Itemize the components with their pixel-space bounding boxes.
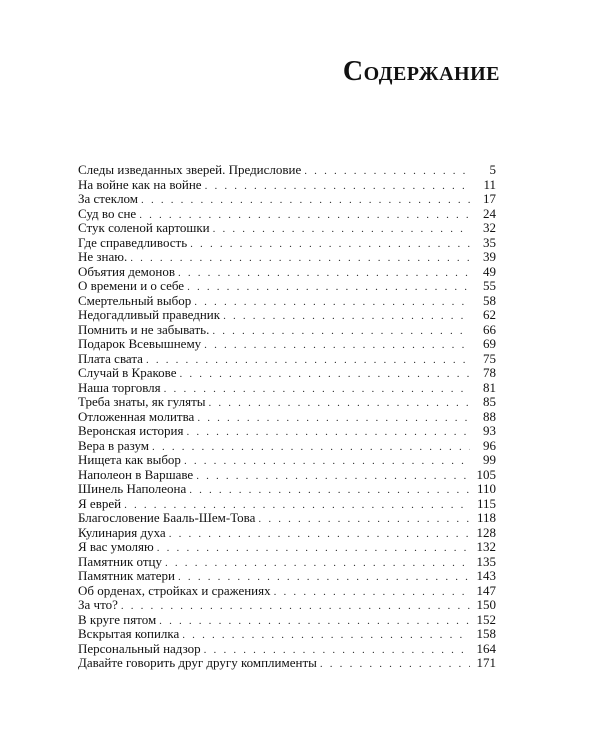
toc-entry-title: Смертельный выбор: [78, 293, 192, 308]
toc-dot-leader: [178, 570, 470, 584]
toc-dot-leader: [165, 556, 470, 570]
toc-entry-page-number: 88: [483, 409, 496, 424]
toc-dot-leader: [320, 657, 470, 671]
toc-entry-title: Персональный надзор: [78, 641, 201, 656]
toc-entry-title: Нищета как выбор: [78, 453, 181, 467]
toc-entry-title: На войне как на войне: [78, 177, 202, 192]
toc-entry[interactable]: [78, 294, 496, 309]
toc-entry-title: Веронская история: [78, 424, 184, 438]
toc-dot-leader: [205, 179, 470, 193]
toc-entry[interactable]: [78, 221, 496, 236]
toc-entry-page-number: 118: [476, 511, 496, 525]
toc-entry[interactable]: [78, 497, 496, 512]
toc-entry-page-number: 158: [476, 627, 496, 641]
toc-entry[interactable]: [78, 250, 496, 265]
toc-entry[interactable]: [78, 279, 496, 294]
toc-dot-leader: [141, 193, 470, 207]
table-of-contents: [78, 163, 496, 671]
toc-entry-page-number: 66: [483, 322, 496, 337]
toc-dot-leader: [182, 628, 470, 642]
toc-dot-leader: [146, 353, 470, 367]
toc-entry-page-number: 17: [483, 192, 496, 206]
toc-entry-page-number: 152: [476, 612, 496, 627]
toc-entry-page-number: 5: [489, 163, 496, 177]
toc-dot-leader: [197, 411, 470, 425]
toc-entry-title: Помнить и не забывать.: [78, 322, 210, 337]
toc-dot-leader: [157, 541, 470, 555]
toc-entry-page-number: 147: [476, 583, 496, 598]
toc-entry-title: Стук соленой картошки: [78, 221, 210, 235]
toc-entry-title: В круге пятом: [78, 612, 157, 627]
toc-entry[interactable]: [78, 642, 496, 657]
toc-entry[interactable]: [78, 584, 496, 599]
toc-entry-title: Объятия демонов: [78, 264, 175, 279]
toc-entry-title: Памятник отцу: [78, 554, 162, 569]
toc-dot-leader: [121, 599, 470, 613]
toc-dot-leader: [196, 469, 470, 483]
page-title: Содержание: [342, 56, 500, 87]
toc-entry-title: Суд во сне: [78, 206, 137, 221]
toc-entry-page-number: 99: [483, 453, 496, 467]
toc-entry[interactable]: [78, 323, 496, 338]
toc-entry-page-number: 96: [483, 438, 496, 453]
toc-entry[interactable]: [78, 366, 496, 381]
toc-entry[interactable]: [78, 381, 496, 396]
toc-dot-leader: [169, 527, 470, 541]
toc-entry-page-number: 115: [476, 496, 496, 511]
toc-dot-leader: [178, 266, 470, 280]
toc-entry[interactable]: [78, 540, 496, 555]
toc-dot-leader: [187, 280, 470, 294]
toc-entry-title: Недогадливый праведник: [78, 308, 221, 322]
toc-dot-leader: [194, 295, 470, 309]
toc-entry-page-number: 143: [476, 569, 496, 583]
toc-entry-page-number: 75: [483, 351, 496, 366]
toc-entry-page-number: 135: [476, 554, 496, 569]
toc-entry[interactable]: [78, 569, 496, 584]
toc-dot-leader: [190, 237, 470, 251]
toc-entry-title: Следы изведанных зверей. Предисловие: [78, 163, 302, 177]
toc-entry[interactable]: [78, 192, 496, 207]
toc-dot-leader: [184, 454, 470, 468]
toc-entry[interactable]: [78, 656, 496, 671]
toc-entry-title: Плата свата: [78, 351, 143, 366]
toc-entry-page-number: 164: [476, 641, 496, 656]
toc-entry-page-number: 128: [476, 525, 496, 540]
toc-entry[interactable]: [78, 236, 496, 251]
toc-dot-leader: [212, 324, 470, 338]
toc-entry[interactable]: [78, 337, 496, 352]
toc-entry[interactable]: [78, 555, 496, 570]
toc-entry[interactable]: [78, 482, 496, 497]
toc-entry-page-number: 150: [476, 598, 496, 612]
toc-dot-leader: [159, 614, 470, 628]
toc-dot-leader: [274, 585, 470, 599]
toc-dot-leader: [223, 309, 470, 323]
toc-entry-title: Об орденах, стройках и сражениях: [78, 583, 271, 598]
toc-entry[interactable]: [78, 395, 496, 410]
toc-entry-page-number: 49: [483, 264, 496, 279]
toc-entry-page-number: 110: [476, 482, 496, 496]
toc-entry-title: Где справедливость: [78, 235, 188, 250]
toc-entry-title: Шинель Наполеона: [78, 482, 187, 496]
toc-entry-page-number: 39: [483, 250, 496, 264]
toc-entry[interactable]: [78, 207, 496, 222]
toc-dot-leader: [124, 498, 470, 512]
toc-entry-title: Я вас умоляю: [78, 540, 154, 554]
toc-entry-page-number: 24: [483, 206, 496, 221]
toc-entry-page-number: 32: [483, 221, 496, 235]
toc-entry[interactable]: [78, 598, 496, 613]
toc-dot-leader: [139, 208, 470, 222]
toc-dot-leader: [189, 483, 470, 497]
toc-entry[interactable]: [78, 627, 496, 642]
toc-entry-page-number: 105: [476, 467, 496, 482]
toc-entry-title: За стеклом: [78, 192, 139, 206]
toc-entry-page-number: 78: [483, 366, 496, 380]
toc-entry-title: Вера в разум: [78, 438, 150, 453]
toc-entry[interactable]: [78, 424, 496, 439]
toc-dot-leader: [164, 382, 470, 396]
toc-entry[interactable]: [78, 308, 496, 323]
toc-entry[interactable]: [78, 439, 496, 454]
toc-entry-page-number: 93: [483, 424, 496, 438]
toc-entry[interactable]: [78, 468, 496, 483]
toc-entry[interactable]: [78, 453, 496, 468]
toc-entry-page-number: 132: [476, 540, 496, 554]
toc-entry-title: Не знаю.: [78, 250, 128, 264]
toc-dot-leader: [152, 440, 470, 454]
toc-entry-page-number: 85: [483, 395, 496, 409]
toc-entry-title: Наполеон в Варшаве: [78, 467, 194, 482]
toc-dot-leader: [130, 251, 470, 265]
toc-dot-leader: [208, 396, 470, 410]
toc-entry-title: Я еврей: [78, 496, 122, 511]
toc-dot-leader: [186, 425, 470, 439]
toc-dot-leader: [304, 164, 470, 178]
toc-entry-title: О времени и о себе: [78, 279, 185, 293]
toc-entry-title: Вскрытая копилка: [78, 627, 180, 641]
toc-entry-title: Отложенная молитва: [78, 409, 195, 424]
toc-dot-leader: [204, 643, 470, 657]
toc-entry-page-number: 69: [483, 337, 496, 351]
toc-dot-leader: [180, 367, 471, 381]
toc-entry-page-number: 171: [476, 656, 496, 670]
toc-entry-page-number: 35: [483, 235, 496, 250]
toc-entry-title: Подарок Всевышнему: [78, 337, 202, 351]
toc-entry[interactable]: [78, 613, 496, 628]
toc-entry[interactable]: [78, 410, 496, 425]
toc-entry[interactable]: [78, 352, 496, 367]
toc-dot-leader: [213, 222, 470, 236]
toc-dot-leader: [204, 338, 470, 352]
toc-entry-title: Памятник матери: [78, 569, 176, 583]
toc-entry-title: Благословение Бааль-Шем-Това: [78, 511, 256, 525]
toc-entry[interactable]: [78, 265, 496, 280]
toc-entry-title: Случай в Кракове: [78, 366, 177, 380]
toc-entry-page-number: 58: [483, 293, 496, 308]
toc-entry-title: Кулинария духа: [78, 525, 166, 540]
toc-entry[interactable]: [78, 526, 496, 541]
toc-entry-page-number: 62: [483, 308, 496, 322]
toc-entry-title: Наша торговля: [78, 380, 161, 395]
toc-entry-page-number: 81: [483, 380, 496, 395]
toc-entry-page-number: 11: [483, 177, 496, 192]
toc-entry[interactable]: [78, 163, 496, 178]
toc-entry-title: Треба знаты, як гуляты: [78, 395, 206, 409]
toc-entry-page-number: 55: [483, 279, 496, 293]
toc-entry[interactable]: [78, 511, 496, 526]
toc-entry-title: За что?: [78, 598, 118, 612]
toc-dot-leader: [258, 512, 470, 526]
toc-entry-title: Давайте говорить друг другу комплименты: [78, 656, 317, 670]
toc-entry[interactable]: [78, 178, 496, 193]
